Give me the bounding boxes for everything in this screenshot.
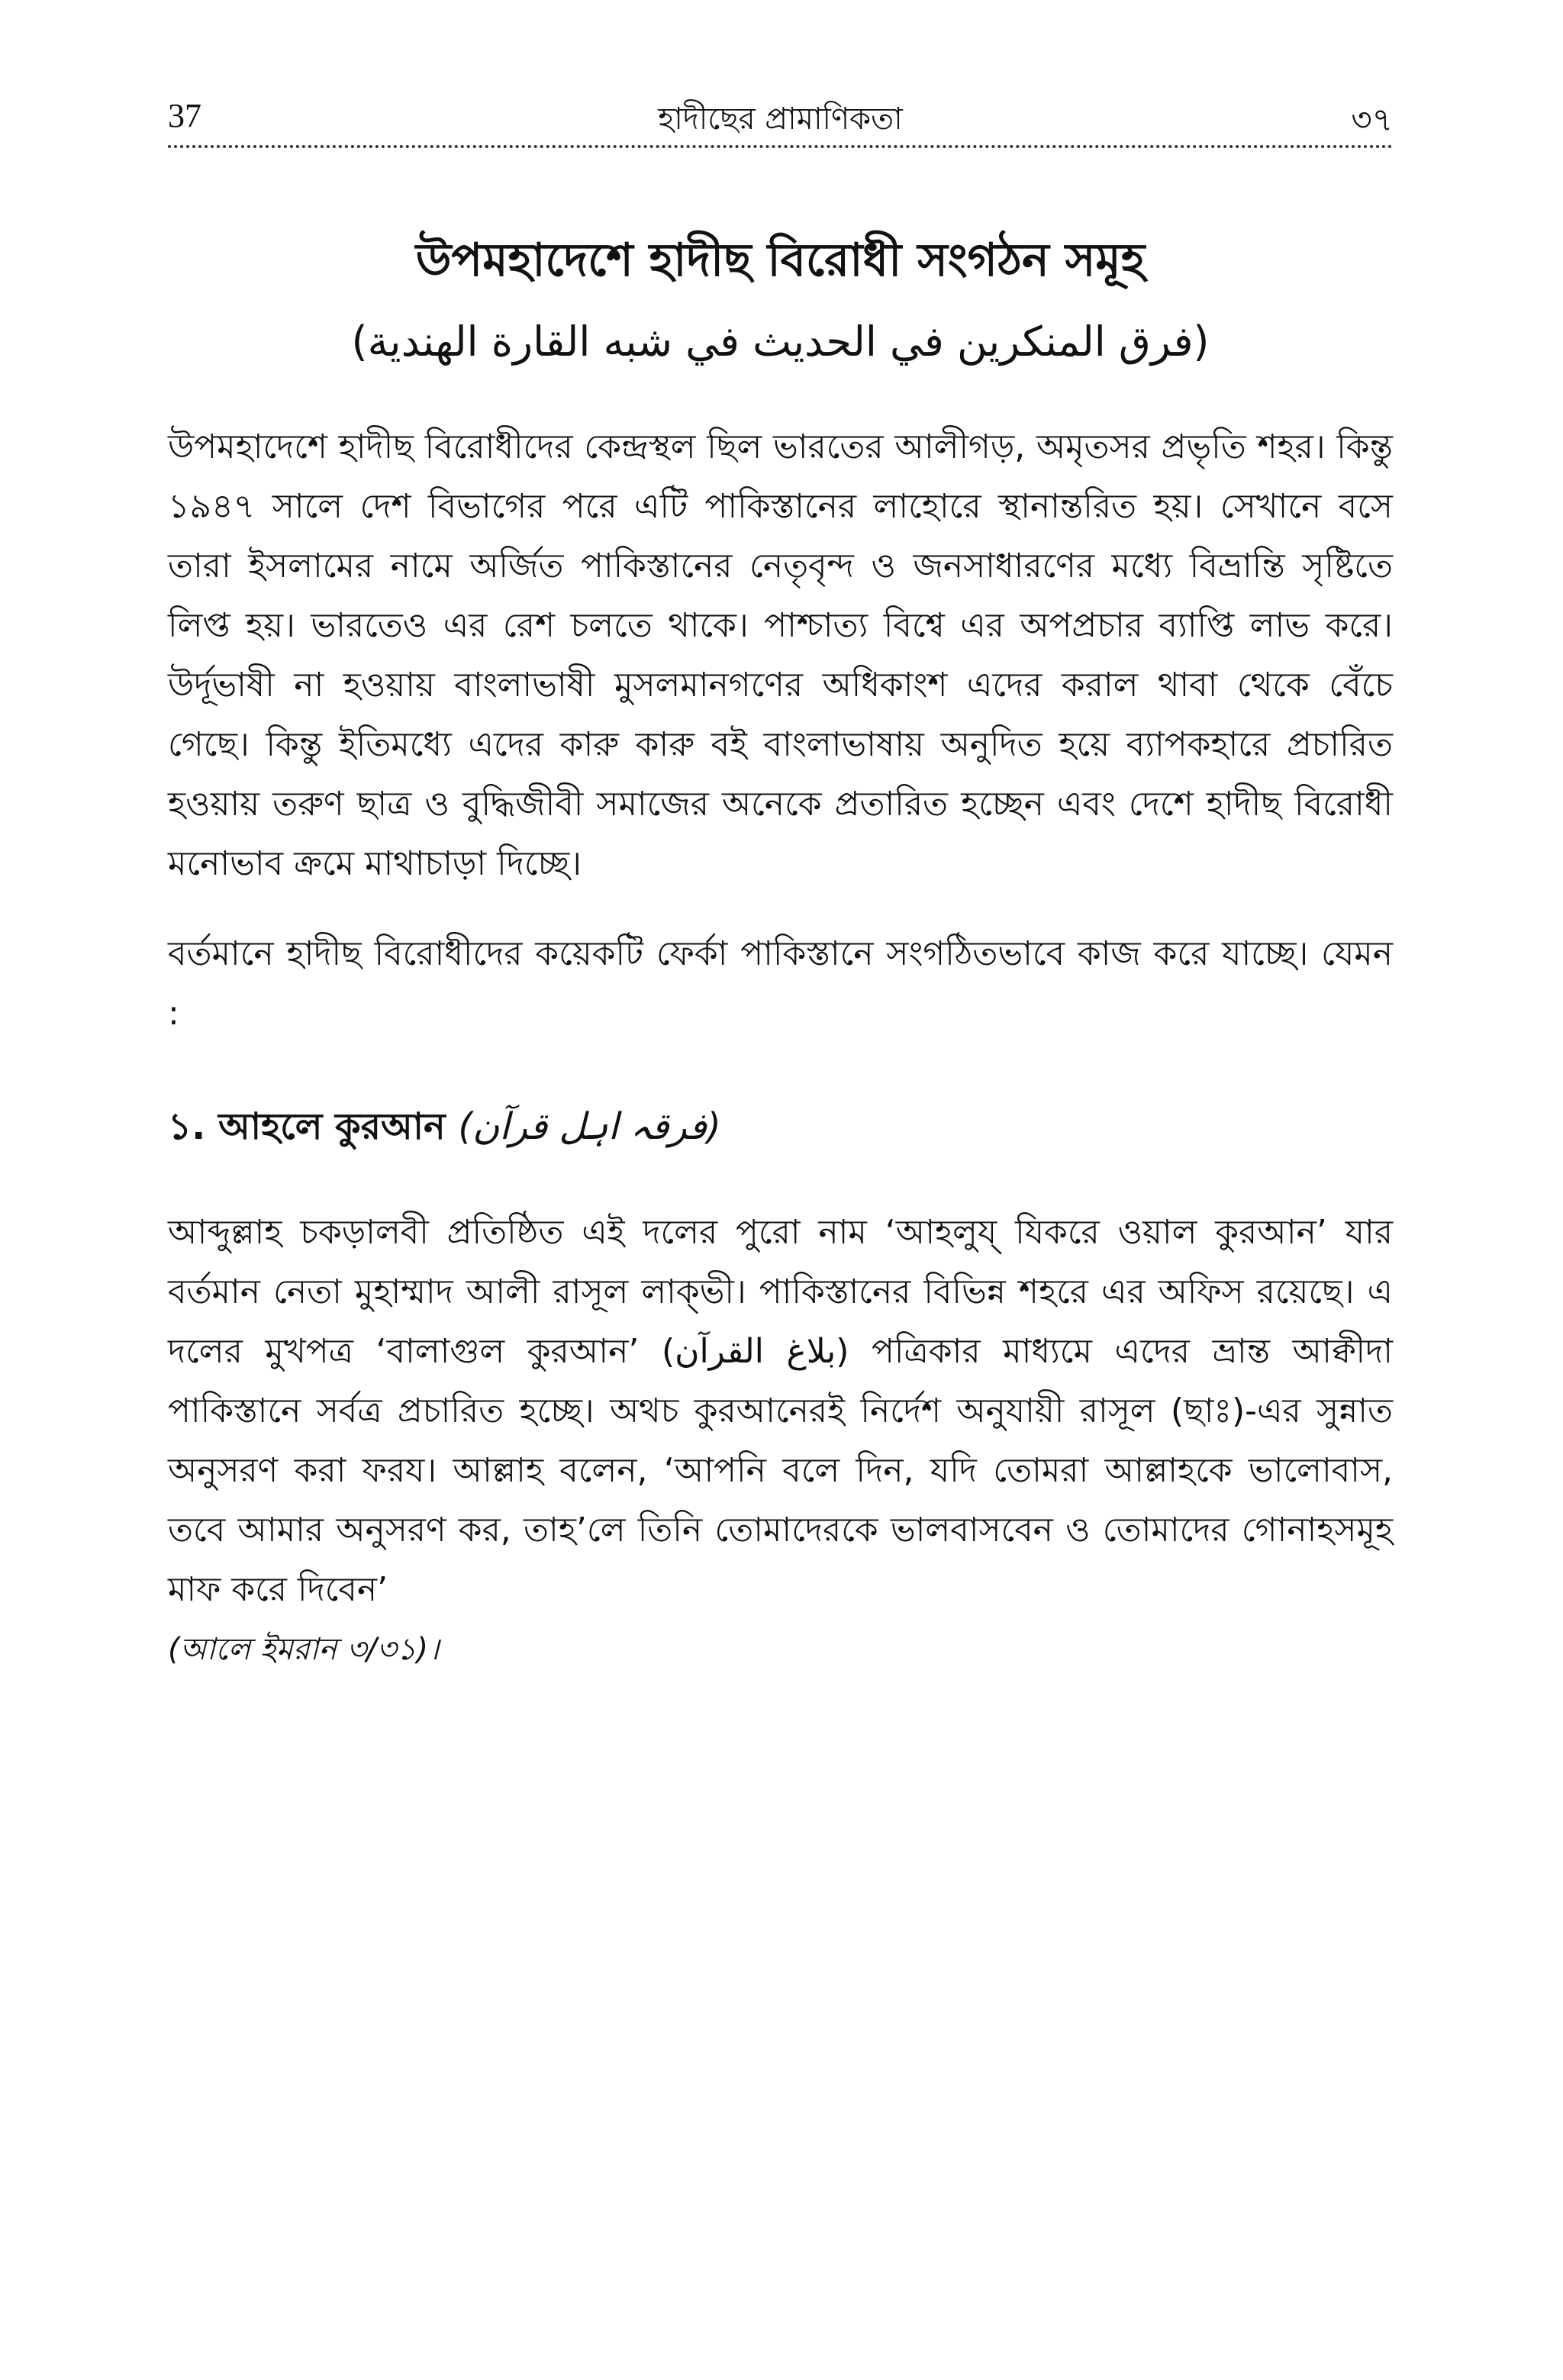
page <box>168 92 1393 1676</box>
paragraph-intro: উপমহাদেশে হাদীছ বিরোধীদের কেন্দ্রস্থল ছিল ভারতের আলীগড়, অমৃতসর প্রভৃতি শহর। কিন্তু ১৯৪৭ সালে দেশ বিভাগের পরে এটি পাকিস্তানের লাহোরে স্থানান্তরিত হয়। সেখানে বসে তারা ইসলামের নামে অর্জিত পাকিস্তানের নেতৃবৃন্দ ও জনসাধারণের মধ্যে বিভ্রান্তি সৃষ্টিতে লিপ্ত হয়। ভারতেও এর রেশ চলতে থাকে। পাশ্চাত্য বিশ্বে এর অপপ্রচার ব্যাপ্তি লাভ করে। উর্দূভাষী না হওয়ায় বাংলাভাষী মুসলমানগণের অধিকাংশ এদের করাল থাবা থেকে বেঁচে গেছে। কিন্তু ইতিমধ্যে এদের কারু কারু বই বাংলাভাষায় অনুদিত হয়ে ব্যাপকহারে প্রচারিত হওয়ায় তরুণ ছাত্র ও বুদ্ধিজীবী সমাজের অনেকে প্রতারিত হচ্ছেন এবং দেশে হাদীছ বিরোধী মনোভাব ক্রমে মাথাচাড়া দিচ্ছে। <box>168 427 1393 884</box>
running-title: হাদীছের প্রামাণিকতা <box>658 102 903 137</box>
paragraph-ahle-quran: আব্দুল্লাহ চকড়ালবী প্রতিষ্ঠিত এই দলের পুরো নাম ‘আহলুয্ যিকরে ওয়াল কুরআন’ যার বর্তমান নেতা মুহাম্মাদ আলী রাসূল লাক্ভী। পাকিস্তানের বিভিন্ন শহরে এর অফিস রয়েছে। এ দলের মুখপত্র ‘বালাগুল কুরআন’ (بلاغ القرآن) পত্রিকার মাধ্যমে এদের ভ্রান্ত আক্বীদা পাকিস্তানে সর্বত্র প্রচারিত হচ্ছে। অথচ কুরআনেরই নির্দেশ অনুযায়ী রাসূল (ছাঃ)-এর সুন্নাত অনুসরণ করা ফরয। আল্লাহ বলেন, ‘আপনি বলে দিন, যদি তোমরা আল্লাহকে ভালোবাস, তবে আমার অনুসরণ কর, তাহ’লে তিনি তোমাদেরকে ভালবাসবেন ও তোমাদের গোনাহসমূহ মাফ করে দিবেন’ <box>168 1212 1394 1609</box>
paren-open: ( <box>351 318 368 366</box>
section-heading-arabic: (فرقہ اہل قرآن) <box>458 1105 721 1149</box>
paren-close: ) <box>1193 318 1210 366</box>
arabic-subtitle <box>168 315 1393 369</box>
section-arabic-text: فرقہ اہل قرآن <box>472 1105 707 1149</box>
arabic-title-text: فرق المنكرين في الحديث في شبه القارة الهندية <box>367 318 1194 366</box>
section-heading-text: ১. আহলে কুরআন <box>168 1105 446 1149</box>
page-number-right: ৩৭ <box>1351 101 1393 138</box>
running-header <box>168 92 1393 148</box>
chapter-title: উপমহাদেশে হাদীছ বিরোধী সংগঠন সমূহ <box>415 234 1146 287</box>
page-number-left: 37 <box>168 97 201 134</box>
paragraph-sects: বর্তমানে হাদীছ বিরোধীদের কয়েকটি ফের্কা পাকিস্তানে সংগঠিতভাবে কাজ করে যাচ্ছে। যেমন : <box>168 934 1393 1034</box>
section-heading <box>168 1103 1393 1150</box>
quran-citation: (আলে ইমরান ৩/৩১)। <box>168 1631 440 1667</box>
